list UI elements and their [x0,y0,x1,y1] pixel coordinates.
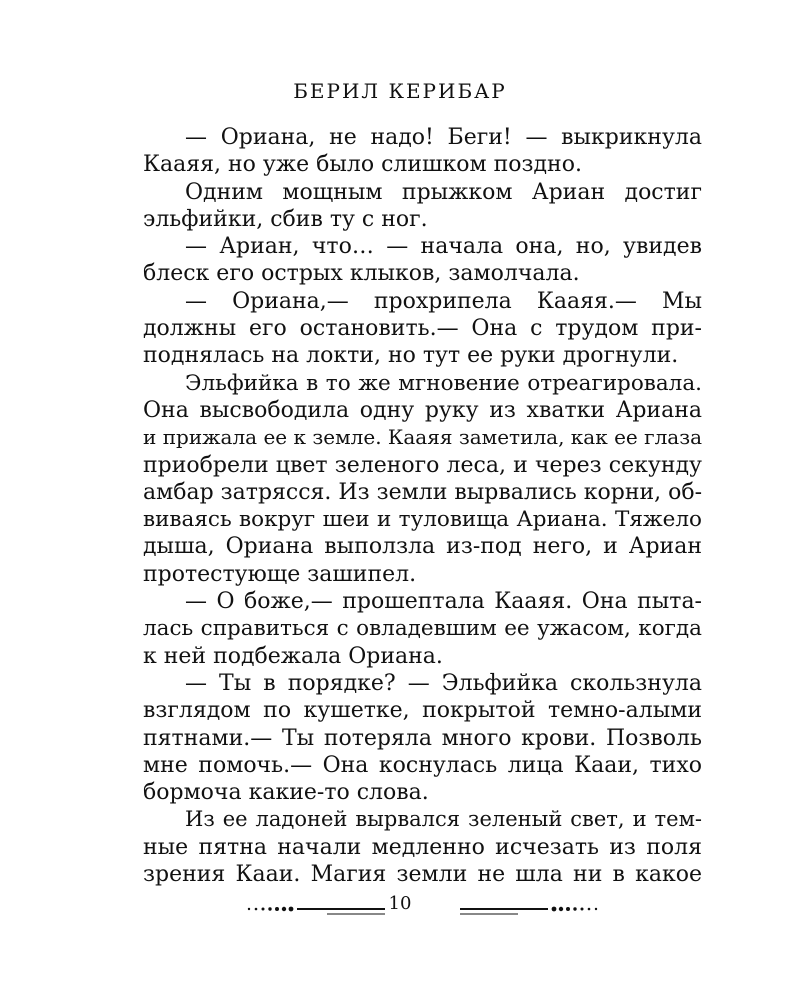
text-line: блеск его острых клыков, замолчала. [143,261,580,287]
text-line: дыша, Ориана выползла из-под него, и Ариан [143,534,702,560]
page-footer [0,893,800,923]
text-line: взглядом по кушетке, покрытой темно-алыми [143,698,702,724]
text-line: амбар затрясся. Из земли вырвались корни, об- [143,479,703,505]
text-line: бормоча какие-то слова. [143,780,429,806]
text-line: эльфийки, сбив ту с ног. [143,206,428,232]
text-line: ные пятна начали медленно исчезать из поля [143,834,702,860]
text-line: лась справиться с овладевшим ее ужасом, когда [143,616,702,642]
text-line: — Ариан, что… — начала она, но, увидев [185,234,702,260]
running-title: БЕРИЛ КЕРИБАР [293,79,507,103]
text-line: — Ориана, не надо! Беги! — выкрикнула [185,125,702,150]
text-line: и прижала ее к земле. Кааяя заметила, как ее глаза [143,425,703,450]
text-line: протестующе зашипел. [143,561,417,587]
text-line: мне помочь.— Она коснулась лица Кааи, тихо [143,752,702,778]
text-line: — Ориана,— прохрипела Кааяя.— Мы [185,288,702,314]
page-body [143,124,702,888]
text-line: — Ты в порядке? — Эльфийка скользнула [185,670,702,696]
text-line: Из ее ладоней вырвался зеленый свет, и тем- [185,807,702,832]
running-header [0,79,800,103]
text-line: Она высвободила одну руку из хватки Ариана [143,397,702,423]
text-line: пятнами.— Ты потеряла много крови. Позволь [143,725,702,751]
text-line: Одним мощным прыжком Ариан достиг [185,179,702,205]
text-line: к ней подбежала Ориана. [143,643,443,669]
text-line: должны его остановить.— Она с трудом при- [143,316,702,342]
page-number: 10 [388,893,412,914]
text-line: виваясь вокруг шеи и туловища Ариана. Тяжело [143,507,702,533]
text-line: Эльфийка в то же мгновение отреагировала. [185,370,702,396]
text-line: — О боже,— прошептала Кааяя. Она пыта- [185,589,702,615]
text-line: зрения Кааи. Магия земли не шла ни в какое [143,862,702,888]
text-line: поднялась на локти, но тут ее руки дрогнули. [143,343,679,369]
text-line: Кааяя, но уже было слишком поздно. [143,152,582,178]
text-line: приобрели цвет зеленого леса, и через секунду [143,452,702,478]
